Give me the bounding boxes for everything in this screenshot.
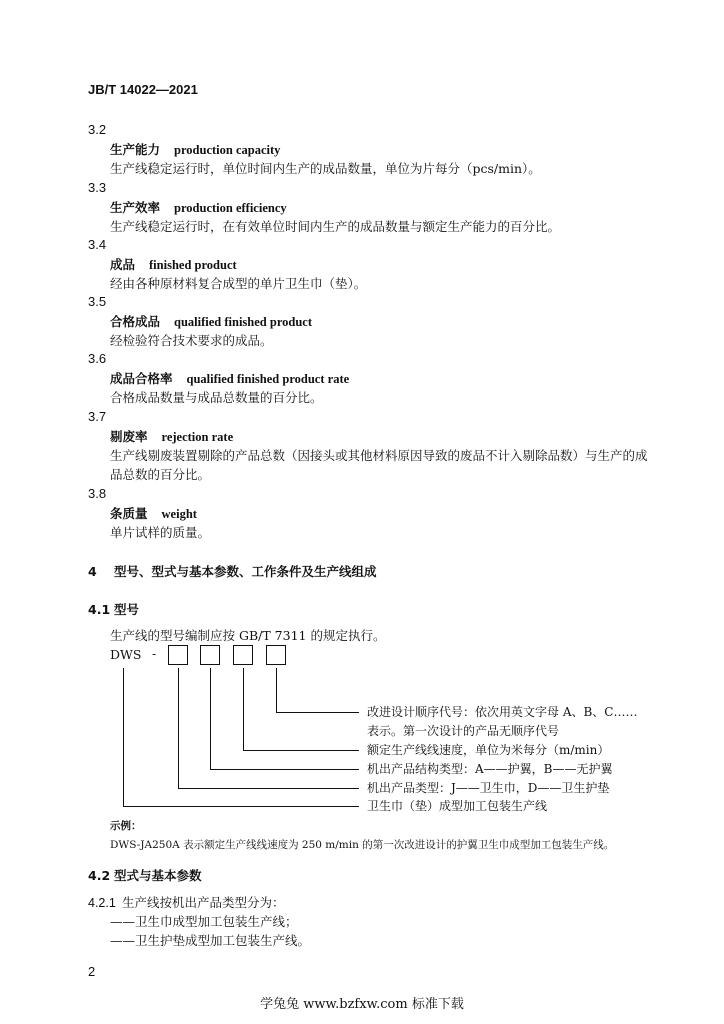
label-product-type: 机出产品类型：J——卫生巾，D——卫生护垫 <box>367 781 610 795</box>
term-number: 3.8 <box>88 486 107 501</box>
leader-h-4 <box>178 788 359 789</box>
section-4-1-text: 生产线的型号编制应按 GB/T 7311 的规定执行。 <box>110 628 386 643</box>
code-box-3 <box>233 645 253 665</box>
term-chinese: 成品 <box>110 257 136 272</box>
leader-h-1 <box>276 712 359 713</box>
term-definition: 生产线剔废装置剔除的产品总数（因接头或其他材料原因导致的废品不计入剔除品数）与生产的成 <box>110 448 648 463</box>
section-4-2-1 <box>88 893 285 911</box>
term-number: 3.2 <box>88 122 107 137</box>
section-number: 4.2 <box>88 868 111 883</box>
term-chinese: 条质量 <box>110 506 148 521</box>
term-title <box>110 198 287 216</box>
section-title: 型号 <box>114 602 140 617</box>
term-definition: 生产线稳定运行时，在有效单位时间内生产的成品数量与额定生产能力的百分比。 <box>110 219 561 234</box>
model-prefix: DWS <box>110 647 142 662</box>
term-definition: 经检验符合技术要求的成品。 <box>110 333 273 348</box>
term-english: rejection rate <box>161 430 234 444</box>
term-number: 3.6 <box>88 351 107 366</box>
section-number: 4.1 <box>88 602 111 617</box>
term-definition: 经由各种原材料复合成型的单片卫生巾（垫）。 <box>110 276 367 291</box>
term-definition: 单片试样的质量。 <box>110 525 211 540</box>
section-text: 生产线按机出产品类型分为： <box>122 895 285 910</box>
term-title <box>110 504 197 522</box>
term-definition: 生产线稳定运行时，单位时间内生产的成品数量，单位为片每分（pcs/min）。 <box>110 161 541 176</box>
term-title <box>110 369 349 387</box>
term-english: qualified finished product <box>174 315 313 329</box>
label-design-sequence-cont: 表示。第一次设计的产品无顺序代号 <box>367 724 560 738</box>
term-definition: 品总数的百分比。 <box>110 467 211 482</box>
leader-h-3 <box>210 769 359 770</box>
label-production-line: 卫生巾（垫）成型加工包装生产线 <box>367 799 548 813</box>
leader-box-2 <box>210 668 211 769</box>
leader-h-2 <box>243 750 359 751</box>
code-box-4 <box>266 645 286 665</box>
term-english: production capacity <box>174 143 281 157</box>
leader-prefix <box>123 668 124 806</box>
label-line-speed: 额定生产线线速度，单位为米每分（m/min） <box>367 743 610 757</box>
term-title <box>110 427 233 445</box>
section-4-1-heading <box>88 600 139 618</box>
leader-box-1 <box>178 668 179 788</box>
term-definition: 合格成品数量与成品总数量的百分比。 <box>110 390 323 405</box>
term-english: finished product <box>149 258 237 272</box>
section-number: 4.2.1 <box>88 896 116 910</box>
page-number: 2 <box>88 964 96 979</box>
list-item: ——卫生巾成型加工包装生产线； <box>110 914 298 929</box>
example-label: 示例： <box>110 820 142 832</box>
example-text: DWS-JA250A 表示额定生产线线速度为 250 m/min 的第一次改进设计的护翼卫生巾成型加工包装生产线。 <box>110 839 615 851</box>
term-chinese: 生产能力 <box>110 142 161 157</box>
term-number: 3.3 <box>88 180 107 195</box>
section-4-heading <box>88 562 377 580</box>
code-box-1 <box>168 645 188 665</box>
section-title: 型式与基本参数 <box>114 868 202 883</box>
label-design-sequence: 改进设计顺序代号：依次用英文字母 A、B、C…… <box>367 705 638 719</box>
term-english: weight <box>161 507 197 521</box>
term-chinese: 成品合格率 <box>110 371 173 386</box>
term-number: 3.7 <box>88 409 107 424</box>
section-4-2-heading <box>88 866 202 884</box>
footer-watermark: 学兔兔 www.bzfxw.com 标准下载 <box>260 997 464 1012</box>
leader-box-4 <box>276 668 277 712</box>
section-number: 4 <box>88 564 97 579</box>
term-chinese: 合格成品 <box>110 314 161 329</box>
document-header: JB/T 14022—2021 <box>88 82 198 97</box>
term-title <box>110 312 312 330</box>
term-number: 3.5 <box>88 294 107 309</box>
label-structure-type: 机出产品结构类型：A——护翼，B——无护翼 <box>367 762 613 776</box>
term-number: 3.4 <box>88 237 107 252</box>
term-chinese: 生产效率 <box>110 200 161 215</box>
leader-h-5 <box>123 806 359 807</box>
code-box-2 <box>200 645 220 665</box>
section-title: 型号、型式与基本参数、工作条件及生产线组成 <box>114 564 377 579</box>
term-english: production efficiency <box>174 201 287 215</box>
term-chinese: 剔废率 <box>110 429 148 444</box>
term-title <box>110 140 280 158</box>
leader-box-3 <box>243 668 244 750</box>
model-dash: - <box>152 646 157 661</box>
term-english: qualified finished product rate <box>186 372 350 386</box>
list-item: ——卫生护垫成型加工包装生产线。 <box>110 933 311 948</box>
term-title <box>110 255 237 273</box>
